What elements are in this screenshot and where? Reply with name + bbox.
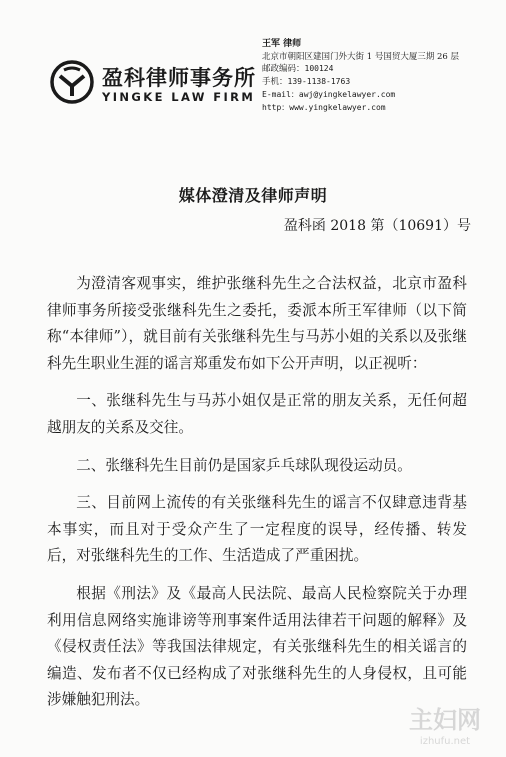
address: 北京市朝阳区建国门外大街 1 号国贸大厦三期 26 层 <box>262 51 460 62</box>
postcode: 100124 <box>304 64 334 74</box>
web-row <box>262 102 498 115</box>
firm-name-cn: 盈科律师事务所 <box>102 66 256 90</box>
phone: 139-1138-1763 <box>287 77 351 87</box>
paragraph-point-2: 二、张继科先生目前仍是国家乒乓球队现役运动员。 <box>76 456 412 474</box>
watermark-logo <box>390 700 500 750</box>
web-label: http： <box>262 102 290 112</box>
firm-name-en: YINGKE LAW FIRM <box>102 90 256 104</box>
statement-body <box>47 271 467 725</box>
web: www.yingkelawyer.com <box>289 102 386 112</box>
phone-label: 手机： <box>262 77 288 88</box>
paragraph-point-3: 三、目前网上流传的有关张继科先生的谣言不仅肆意违背基本事实，而且对于受众产生了一定程度的误导，经传播、转发后，对张继科先生的工作、生活造成了严重困扰。 <box>47 494 467 565</box>
email: awj@yingkelawyer.com <box>298 89 396 99</box>
svg-text:izhufu.net: izhufu.net <box>419 736 471 747</box>
postcode-row <box>262 63 498 76</box>
reference-number: 盈科函 2018 第（10691）号 <box>283 218 471 234</box>
postcode-label: 邮政编码： <box>262 64 305 75</box>
paragraph-legal-basis: 根据《刑法》及《最高人民法院、最高人民检察院关于办理利用信息网络实施诽谤等刑事案件适用法律若干问题的解释》及《侵权责任法》等我国法律规定，有关张继科先生的相关谣言的编造、发布者不仅已经构成了对张继科先生的人身侵权，且可能涉嫌触犯刑法。 <box>47 584 467 709</box>
email-label: E-mail： <box>262 89 299 99</box>
contact-block <box>262 38 498 114</box>
email-row <box>262 89 498 102</box>
paragraph-point-1: 一、张继科先生与马苏小姐仅是正常的朋友关系，无任何超越朋友的关系及交往。 <box>47 392 467 436</box>
phone-row <box>262 76 498 89</box>
lawyer-name: 王军 律师 <box>262 39 302 49</box>
paragraph-intro: 为澄清客观事实，维护张继科先生之合法权益，北京市盈科律师事务所接受张继科先生之委托，委派本所王军律师（以下简称“本律师”），就目前有关张继科先生与马苏小姐的关系以及张继科先生职业生涯的谣言郑重发布如下公开声明，以正视听： <box>47 275 467 372</box>
page-title: 媒体澄清及律师声明 <box>178 186 328 205</box>
svg-text:主妇网: 主妇网 <box>409 706 481 734</box>
firm-logo-icon <box>50 60 94 104</box>
